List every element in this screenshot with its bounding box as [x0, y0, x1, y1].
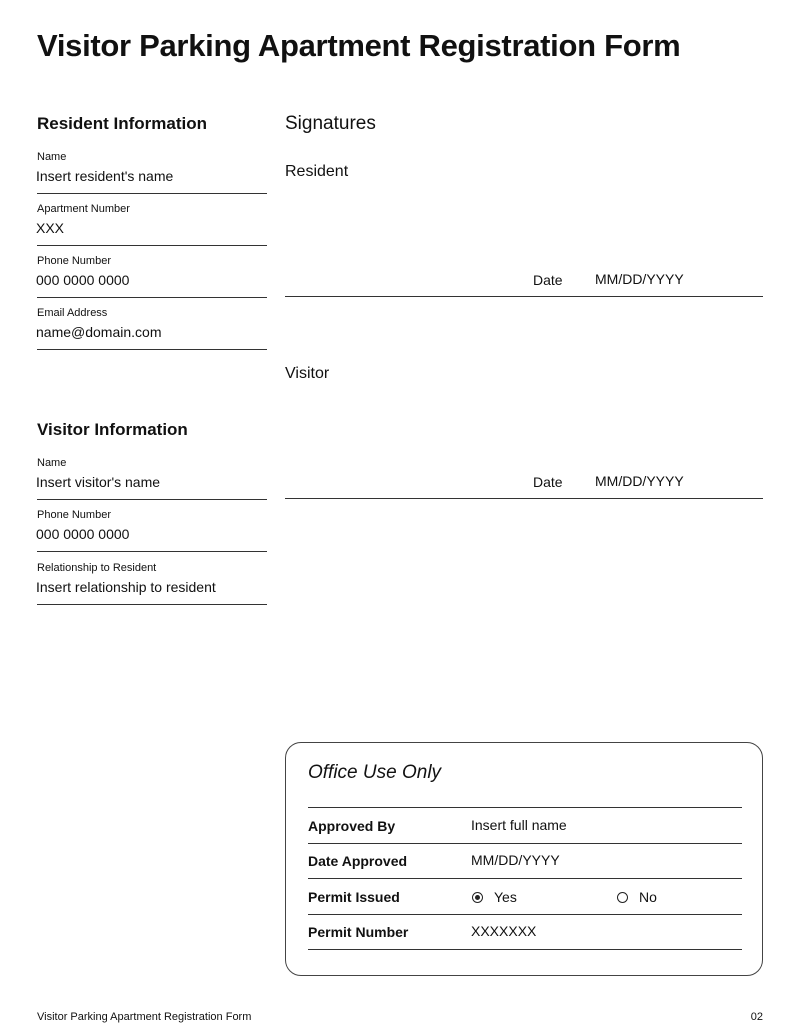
approved-by-row	[308, 808, 742, 844]
field-value: Insert resident's name	[36, 168, 174, 184]
permit-number-label: Permit Number	[308, 924, 409, 940]
field-value: 000 0000 0000	[36, 526, 130, 542]
field-value: 000 0000 0000	[36, 272, 130, 288]
field-label: Apartment Number	[37, 203, 130, 215]
field-value: name@domain.com	[36, 324, 162, 340]
visitor-name-field[interactable]	[37, 457, 267, 500]
visitor-phone-field[interactable]	[37, 509, 267, 552]
page-title: Visitor Parking Apartment Registration Form	[37, 28, 681, 63]
radio-label: Yes	[494, 889, 517, 905]
field-label: Name	[37, 457, 67, 469]
field-value: Insert relationship to resident	[36, 579, 216, 595]
radio-checked-icon	[472, 892, 483, 903]
visitor-signature-line[interactable]	[285, 498, 763, 499]
field-value: XXX	[36, 220, 65, 236]
approved-by-label: Approved By	[308, 818, 396, 834]
field-label: Phone Number	[37, 509, 111, 521]
field-label: Phone Number	[37, 255, 111, 267]
apartment-number-field[interactable]	[37, 203, 267, 246]
approved-by-value[interactable]: Insert full name	[471, 817, 567, 833]
date-approved-label: Date Approved	[308, 853, 408, 869]
footer-page-number: 02	[750, 1011, 763, 1023]
field-label: Relationship to Resident	[37, 562, 157, 574]
resident-email-field[interactable]	[37, 307, 267, 350]
visitor-date-value[interactable]: MM/DD/YYYY	[595, 473, 684, 489]
radio-unchecked-icon	[617, 892, 628, 903]
field-value: Insert visitor's name	[36, 474, 161, 490]
resident-info-heading: Resident Information	[37, 114, 208, 133]
field-label: Email Address	[37, 307, 108, 319]
permit-no-radio[interactable]	[617, 889, 657, 905]
relationship-field[interactable]	[37, 562, 267, 605]
radio-label: No	[639, 889, 657, 905]
resident-name-field[interactable]	[37, 151, 267, 194]
permit-issued-row	[308, 879, 742, 915]
signatures-heading: Signatures	[285, 113, 376, 134]
office-use-box	[285, 742, 763, 976]
office-use-title: Office Use Only	[308, 762, 442, 783]
date-approved-value[interactable]: MM/DD/YYYY	[471, 852, 560, 868]
visitor-info-heading: Visitor Information	[37, 420, 188, 439]
field-label: Name	[37, 151, 67, 163]
resident-signature-label: Resident	[285, 163, 349, 180]
footer-document-name: Visitor Parking Apartment Registration Form	[37, 1011, 252, 1023]
visitor-date-label: Date	[533, 474, 563, 490]
resident-signature-line[interactable]	[285, 296, 763, 297]
resident-date-value[interactable]: MM/DD/YYYY	[595, 271, 684, 287]
resident-date-label: Date	[533, 272, 563, 288]
resident-phone-field[interactable]	[37, 255, 267, 298]
date-approved-row	[308, 843, 742, 879]
permit-number-value[interactable]: XXXXXXX	[471, 923, 537, 939]
permit-yes-radio[interactable]	[472, 889, 517, 905]
permit-number-row	[308, 914, 742, 950]
visitor-signature-label: Visitor	[285, 365, 330, 382]
permit-issued-label: Permit Issued	[308, 889, 400, 905]
